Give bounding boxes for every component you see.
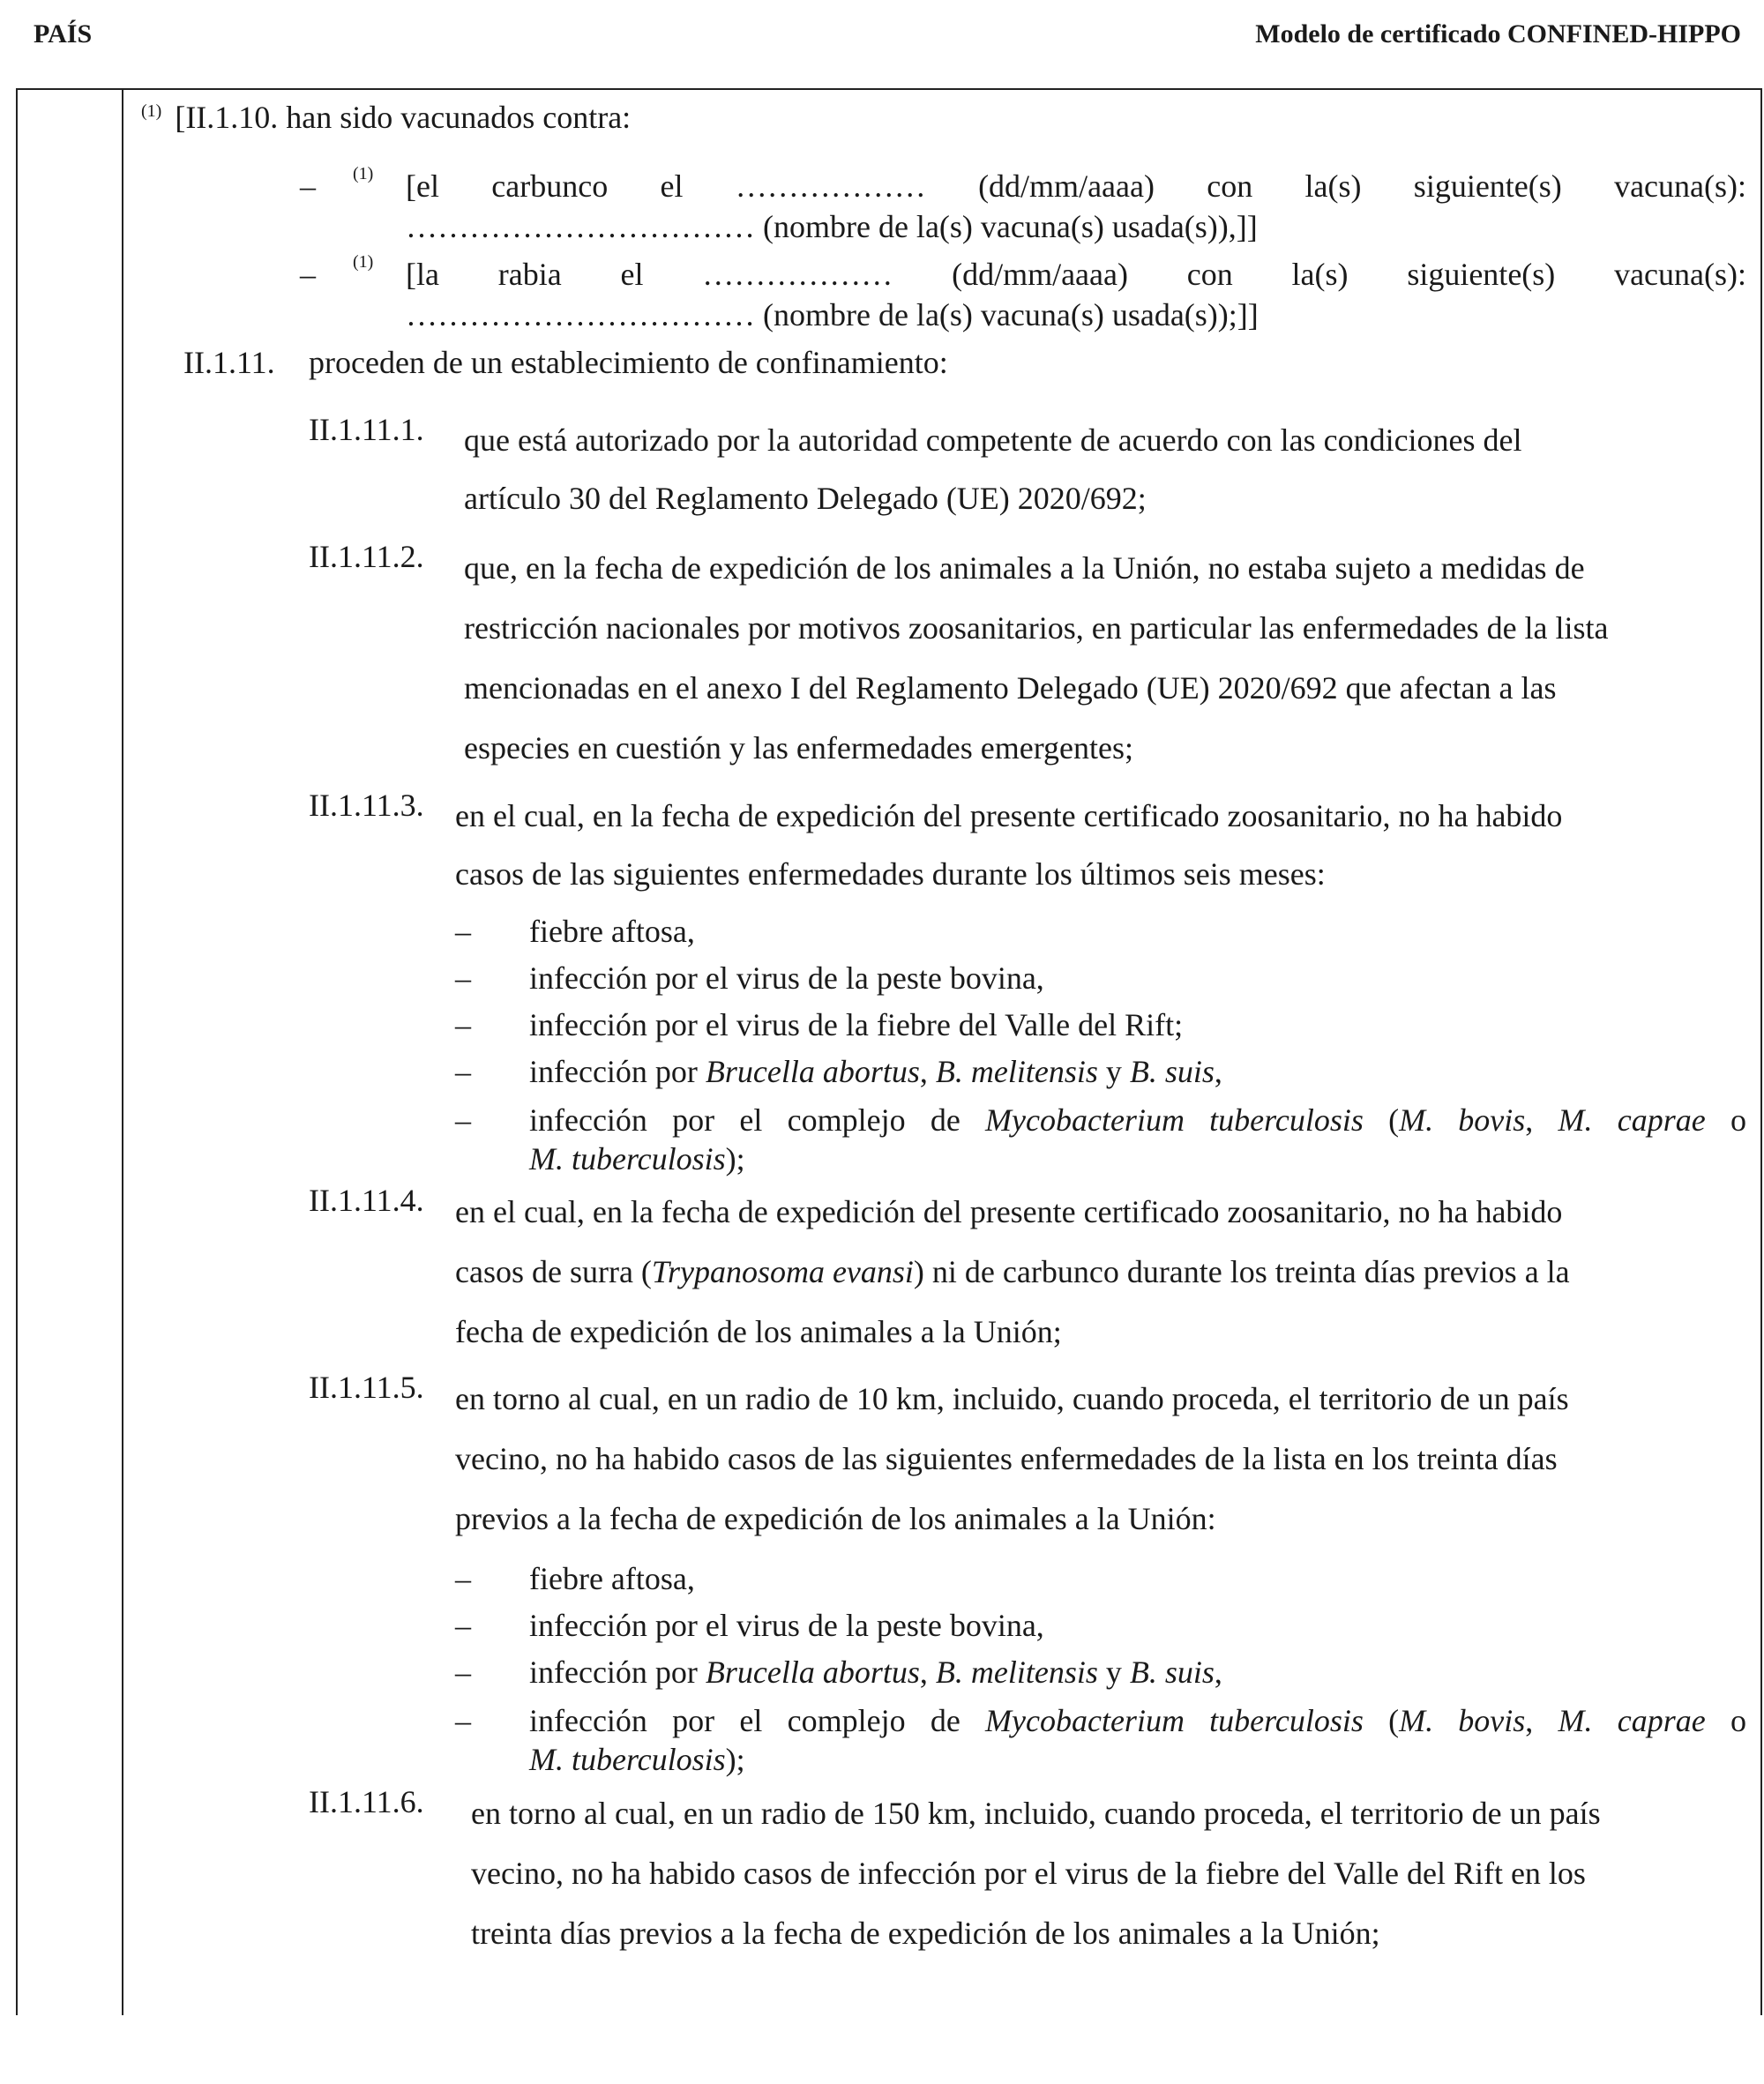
section-number: [II.1.10. [175,100,279,135]
text-line: en el cual, en la fecha de expedición del presente certificado zoosanitario, no ha habido [455,798,1563,833]
list-item: – infección por el virus de la peste bovina, [455,1608,1044,1643]
footnote-marker: (1) [353,164,374,183]
text-line: en torno al cual, en un radio de 10 km, incluido, cuando proceda, el territorio de un país [455,1381,1569,1416]
section-number: II.1.11. [183,345,275,380]
text-line: que está autorizado por la autoridad competente de acuerdo con las condiciones del [464,422,1522,458]
list-item: – fiebre aftosa, [455,1561,695,1596]
subsection-number: II.1.11.4. [309,1183,424,1218]
disease-list-1 [455,908,1746,1178]
vaccine-rabies-line2: …………………………… (nombre de la(s) vacuna(s) usada(s));]] [406,297,1259,332]
disease-list-2 [455,1556,1746,1779]
subsection-text [464,411,1522,527]
vaccine-dash-2: – [300,257,316,292]
subsection-number: II.1.11.6. [309,1784,424,1819]
text-line: artículo 30 del Reglamento Delegado (UE) 2020/692; [464,481,1147,516]
section-ii-1-10 [141,99,631,136]
footnote-marker: (1) [353,252,374,272]
subsection-number: II.1.11.2. [309,539,424,574]
section-text: proceden de un establecimiento de confinamiento: [309,345,948,380]
subsection-text [464,538,1609,778]
text-line: casos de surra (Trypanosoma evansi) ni de carbunco durante los treinta días previos a la [455,1254,1570,1289]
subsection-text [471,1783,1601,1963]
text-line: vecino, no ha habido casos de las siguientes enfermedades de la lista en los treinta días [455,1441,1558,1476]
text-line: especies en cuestión y las enfermedades emergentes; [464,730,1134,766]
subsection-text [455,787,1562,903]
list-item: – infección por Brucella abortus, B. melitensis y B. suis, [455,1054,1222,1089]
header-country: PAÍS [34,19,93,49]
vaccine-dash-1: – [300,168,316,204]
list-item: – infección por el virus de la fiebre del Valle del Rift; [455,1007,1184,1042]
subsection-number: II.1.11.5. [309,1370,424,1405]
text-line: casos de las siguientes enfermedades durante los últimos seis meses: [455,856,1326,892]
text-line: que, en la fecha de expedición de los animales a la Unión, no estaba sujeto a medidas de [464,550,1585,586]
subsection-number: II.1.11.3. [309,788,424,823]
section-text: han sido vacunados contra: [286,100,632,135]
vaccine-anthrax-line2: …………………………… (nombre de la(s) vacuna(s) usada(s)),]] [406,209,1258,244]
list-item: – infección por Brucella abortus, B. melitensis y B. suis, [455,1655,1222,1690]
header-model-title: Modelo de certificado CONFINED-HIPPO [1255,19,1741,49]
text-line: fecha de expedición de los animales a la Unión; [455,1314,1062,1349]
list-item: – infección por el complejo de Mycobacterium tuberculosis (M. bovis, M. caprae o M. tuberculosis); [455,1102,1746,1176]
frame-column-divider [122,88,123,2015]
list-item: – infección por el virus de la peste bovina, [455,960,1044,996]
text-line: mencionadas en el anexo I del Reglamento Delegado (UE) 2020/692 que afectan a las [464,670,1557,706]
frame-right-border [1760,88,1762,2015]
text-line: previos a la fecha de expedición de los animales a la Unión: [455,1501,1216,1536]
list-item: – fiebre aftosa, [455,914,695,949]
text-line: en el cual, en la fecha de expedición del presente certificado zoosanitario, no ha habido [455,1194,1563,1229]
frame-left-border [16,88,18,2015]
vaccine-anthrax-line1: [el carbunco el ……………… (dd/mm/aaaa) con la(s) siguiente(s) vacuna(s): [406,168,1746,204]
vaccine-rabies-line1: [la rabia el ……………… (dd/mm/aaaa) con la(s) siguiente(s) vacuna(s): [406,257,1746,292]
subsection-text [455,1182,1570,1362]
footnote-marker: (1) [141,101,162,121]
text-line: treinta días previos a la fecha de expedición de los animales a la Unión; [471,1916,1380,1951]
text-line: vecino, no ha habido casos de infección por el virus de la fiebre del Valle del Rift en los [471,1856,1586,1891]
subsection-text [455,1369,1569,1549]
frame-top-border [16,88,1762,90]
text-line: en torno al cual, en un radio de 150 km, incluido, cuando proceda, el territorio de un país [471,1796,1601,1831]
subsection-number: II.1.11.1. [309,412,424,447]
list-item: – infección por el complejo de Mycobacterium tuberculosis (M. bovis, M. caprae o M. tuberculosis); [455,1703,1746,1777]
text-line: restricción nacionales por motivos zoosanitarios, en particular las enfermedades de la lista [464,610,1609,646]
